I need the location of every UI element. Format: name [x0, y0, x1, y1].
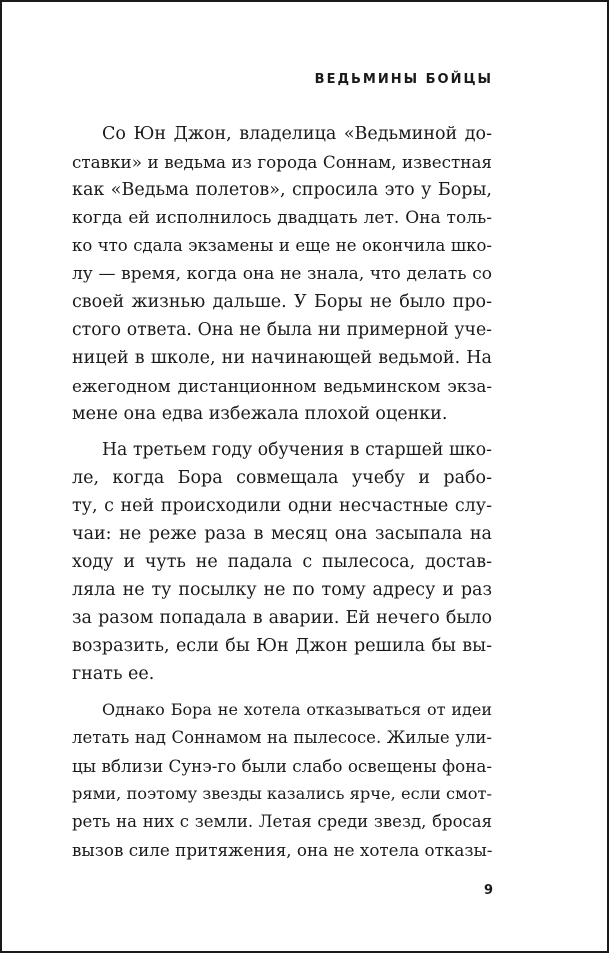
- text-line: своей жизнью дальше. У Боры не было про-: [72, 292, 492, 312]
- text-line: лу — время, когда она не знала, что делать со: [72, 264, 492, 284]
- text-line: Однако Бора не хотела отказываться от идеи: [102, 700, 492, 719]
- running-head: ВЕДЬМИНЫ БОЙЦЫ: [314, 72, 493, 87]
- paragraph-3: [72, 696, 492, 864]
- text-line: ницей в школе, ни начинающей ведьмой. На: [72, 348, 492, 368]
- text-line: цы вблизи Сунэ-го были слабо освещены фона-: [72, 756, 492, 776]
- text-line: мене она едва избежала плохой оценки.: [72, 404, 448, 424]
- text-line: чаи: не реже раза в месяц она засыпала на: [72, 524, 492, 544]
- text-line: летать над Соннамом на пылесосе. Жилые ули-: [72, 728, 492, 747]
- text-line: реть на них с земли. Летая среди звезд, бросая: [72, 812, 492, 831]
- text-line: ко что сдала экзамены и еще не окончила шко-: [72, 236, 492, 255]
- body-text: [72, 120, 492, 872]
- text-line: ходу и чуть не падала с пылесоса, достав-: [72, 552, 492, 572]
- text-line: ежегодном дистанционном ведьминском экза-: [72, 376, 492, 396]
- text-line: когда ей исполнилось двадцать лет. Она толь-: [72, 208, 492, 228]
- text-line: вызов силе притяжения, она не хотела отказы-: [72, 840, 493, 860]
- text-line: за разом попадала в аварии. Ей нечего было: [72, 608, 492, 628]
- text-line: рями, поэтому звезды казались ярче, если смот-: [72, 784, 492, 803]
- text-line: гнать ее.: [72, 664, 155, 684]
- text-line: ставки» и ведьма из города Соннам, известная: [72, 152, 492, 172]
- text-line: Со Юн Джон, владелица «Ведьминой до-: [102, 124, 492, 144]
- text-line: На третьем году обучения в старшей шко-: [102, 440, 492, 460]
- page-number: 9: [483, 883, 493, 898]
- paragraph-1: [72, 120, 492, 428]
- text-line: ту, с ней происходили одни несчастные слу-: [72, 496, 492, 516]
- text-line: стого ответа. Она не была ни примерной уче-: [72, 320, 492, 340]
- text-line: ле, когда Бора совмещала учебу и рабо-: [72, 468, 492, 488]
- text-line: как «Ведьма полетов», спросила это у Боры,: [72, 180, 492, 200]
- paragraph-2: [72, 436, 492, 688]
- text-line: ляла не ту посылку не по тому адресу и раз: [72, 580, 492, 600]
- text-line: возразить, если бы Юн Джон решила бы вы-: [72, 636, 492, 656]
